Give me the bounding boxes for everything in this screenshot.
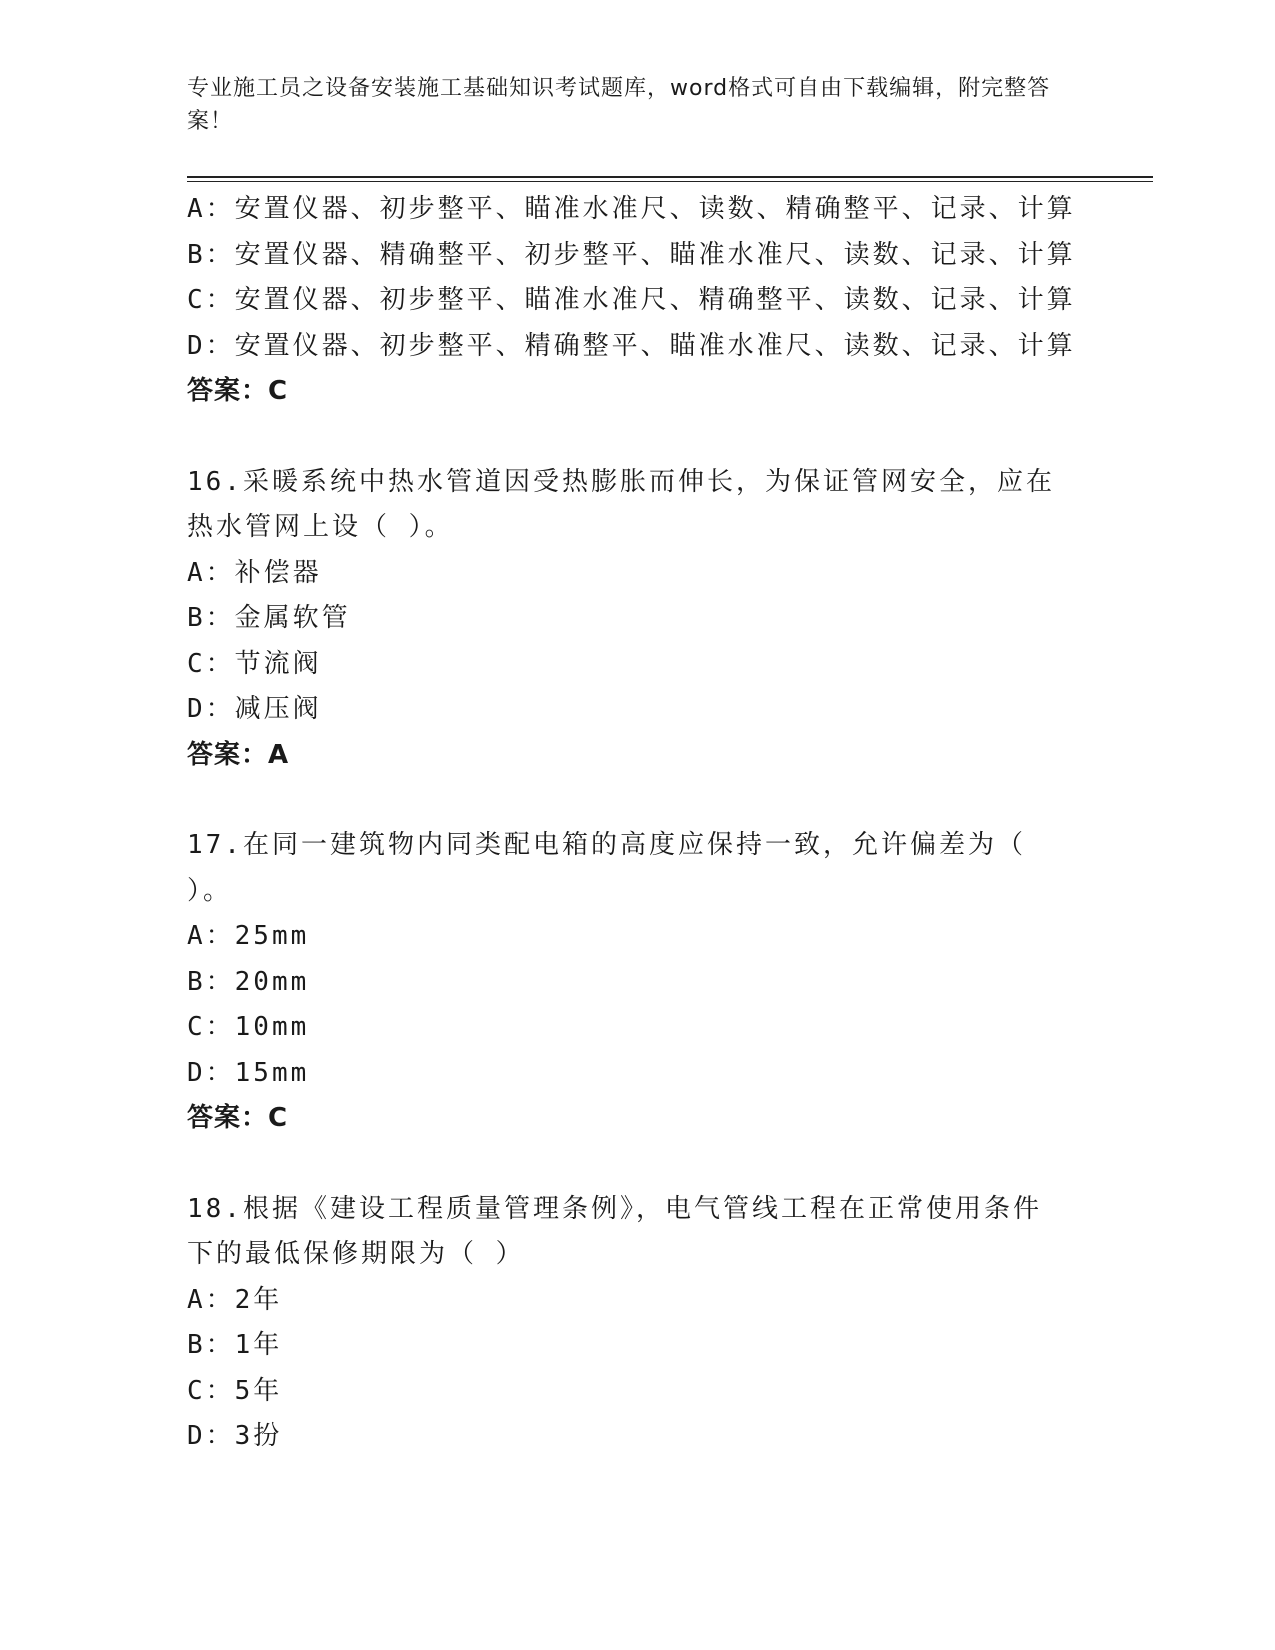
option-text: 安置仪器、初步整平、精确整平、瞄准水准尺、读数、记录、计算 bbox=[234, 330, 1076, 361]
option-text: 减压阀 bbox=[234, 694, 322, 724]
page-header: 专业施工员之设备安装施工基础知识考试题库，word格式可自由下载编辑，附完整答案！ bbox=[187, 76, 1051, 134]
option-a bbox=[187, 187, 1087, 233]
option-key: A： bbox=[187, 557, 235, 588]
answer: 答案：C bbox=[187, 1103, 289, 1133]
option-key: C： bbox=[187, 1012, 235, 1042]
option-key: B： bbox=[187, 603, 235, 633]
option-d bbox=[187, 324, 1087, 370]
option-key: D： bbox=[187, 1057, 235, 1088]
option-d bbox=[187, 687, 1087, 733]
option-b bbox=[187, 596, 1087, 642]
option-key: B： bbox=[187, 966, 235, 997]
option-key: D： bbox=[187, 694, 235, 724]
option-text: 1年 bbox=[234, 1330, 283, 1360]
option-key: C： bbox=[187, 1375, 235, 1406]
question-17 bbox=[187, 823, 1087, 1142]
option-text: 10mm bbox=[234, 1012, 310, 1042]
option-text: 3扮 bbox=[234, 1421, 283, 1451]
option-key: A： bbox=[187, 194, 235, 224]
header-divider bbox=[187, 176, 1153, 178]
option-text: 安置仪器、初步整平、瞄准水准尺、精确整平、读数、记录、计算 bbox=[234, 285, 1076, 315]
option-c bbox=[187, 1005, 1087, 1051]
option-text: 安置仪器、精确整平、初步整平、瞄准水准尺、读数、记录、计算 bbox=[234, 239, 1076, 270]
question-text: 18.根据《建设工程质量管理条例》，电气管线工程在正常使用条件下的最低保修期限为（ ） bbox=[187, 1193, 1042, 1269]
option-text: 15mm bbox=[234, 1057, 310, 1088]
option-key: C： bbox=[187, 648, 235, 679]
option-b bbox=[187, 1323, 1087, 1369]
header-divider-thin bbox=[187, 181, 1153, 182]
question-15 bbox=[187, 187, 1087, 415]
question-text: 17.在同一建筑物内同类配电箱的高度应保持一致，允许偏差为（ ）。 bbox=[187, 830, 1026, 906]
question-text: 16.采暖系统中热水管道因受热膨胀而伸长，为保证管网安全，应在热水管网上设（ ）。 bbox=[187, 466, 1055, 542]
option-key: A： bbox=[187, 1284, 235, 1315]
option-text: 5年 bbox=[234, 1375, 283, 1406]
option-key: C： bbox=[187, 285, 235, 315]
question-16 bbox=[187, 460, 1087, 779]
option-d bbox=[187, 1414, 1087, 1460]
option-a bbox=[187, 1278, 1087, 1324]
option-text: 安置仪器、初步整平、瞄准水准尺、读数、精确整平、记录、计算 bbox=[234, 194, 1076, 224]
option-d bbox=[187, 1051, 1087, 1097]
answer: 答案：C bbox=[187, 376, 289, 406]
answer: 答案：A bbox=[187, 739, 290, 770]
question-18 bbox=[187, 1187, 1087, 1460]
option-text: 补偿器 bbox=[234, 557, 322, 588]
option-a bbox=[187, 914, 1087, 960]
option-key: B： bbox=[187, 1330, 235, 1360]
option-b bbox=[187, 233, 1087, 279]
option-text: 20mm bbox=[234, 966, 310, 997]
option-key: A： bbox=[187, 921, 235, 951]
option-a bbox=[187, 551, 1087, 597]
question-list bbox=[187, 187, 1087, 1460]
option-c bbox=[187, 642, 1087, 688]
option-text: 2年 bbox=[234, 1284, 283, 1315]
option-b bbox=[187, 960, 1087, 1006]
option-c bbox=[187, 1369, 1087, 1415]
option-c bbox=[187, 278, 1087, 324]
option-key: B： bbox=[187, 239, 235, 270]
option-key: D： bbox=[187, 330, 235, 361]
option-text: 节流阀 bbox=[234, 648, 322, 679]
option-key: D： bbox=[187, 1421, 235, 1451]
option-text: 25mm bbox=[234, 921, 310, 951]
option-text: 金属软管 bbox=[234, 603, 351, 633]
